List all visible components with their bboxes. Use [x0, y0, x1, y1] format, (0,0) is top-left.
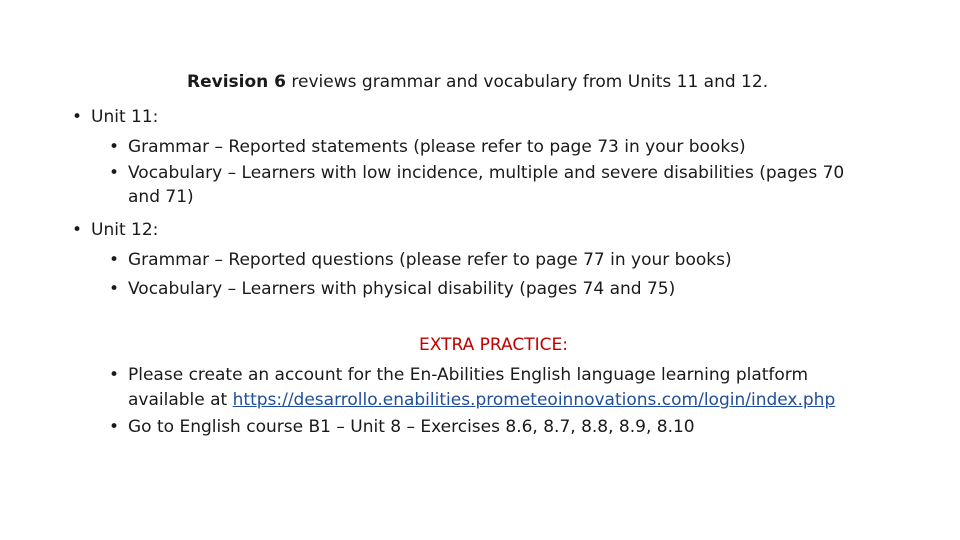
bullet-icon: •: [109, 279, 120, 299]
intro-line: [187, 71, 768, 93]
unit-12-vocabulary: Vocabulary – Learners with physical disability (pages 74 and 75): [128, 279, 676, 299]
bullet-icon: •: [109, 250, 120, 270]
bullet-icon: •: [109, 417, 120, 437]
unit-11-grammar: Grammar – Reported statements (please refer to page 73 in your books): [128, 137, 746, 157]
bullet-icon: •: [72, 107, 83, 127]
bullet-icon: •: [109, 365, 120, 385]
available-at-text: available at: [128, 390, 233, 410]
unit-12-title: Unit 12:: [91, 220, 159, 240]
platform-link[interactable]: https://desarrollo.enabilities.prometeoinnovations.com/login/index.php: [232, 390, 836, 410]
unit-11-vocabulary-cont: and 71): [128, 187, 194, 207]
extra-item-account-cont: [128, 389, 835, 411]
intro-text: reviews grammar and vocabulary from Units 11 and 12.: [286, 72, 769, 92]
unit-11-title: Unit 11:: [91, 107, 159, 127]
extra-practice-heading: EXTRA PRACTICE:: [419, 335, 568, 355]
bullet-icon: •: [72, 220, 83, 240]
extra-item-course: Go to English course B1 – Unit 8 – Exercises 8.6, 8.7, 8.8, 8.9, 8.10: [128, 417, 695, 437]
bullet-icon: •: [109, 163, 120, 183]
intro-bold: Revision 6: [187, 72, 287, 92]
bullet-icon: •: [109, 137, 120, 157]
unit-12-grammar: Grammar – Reported questions (please refer to page 77 in your books): [128, 250, 732, 270]
unit-11-vocabulary: Vocabulary – Learners with low incidence, multiple and severe disabilities (pages 70: [128, 163, 845, 183]
extra-item-account: Please create an account for the En-Abilities English language learning platform: [128, 365, 809, 385]
